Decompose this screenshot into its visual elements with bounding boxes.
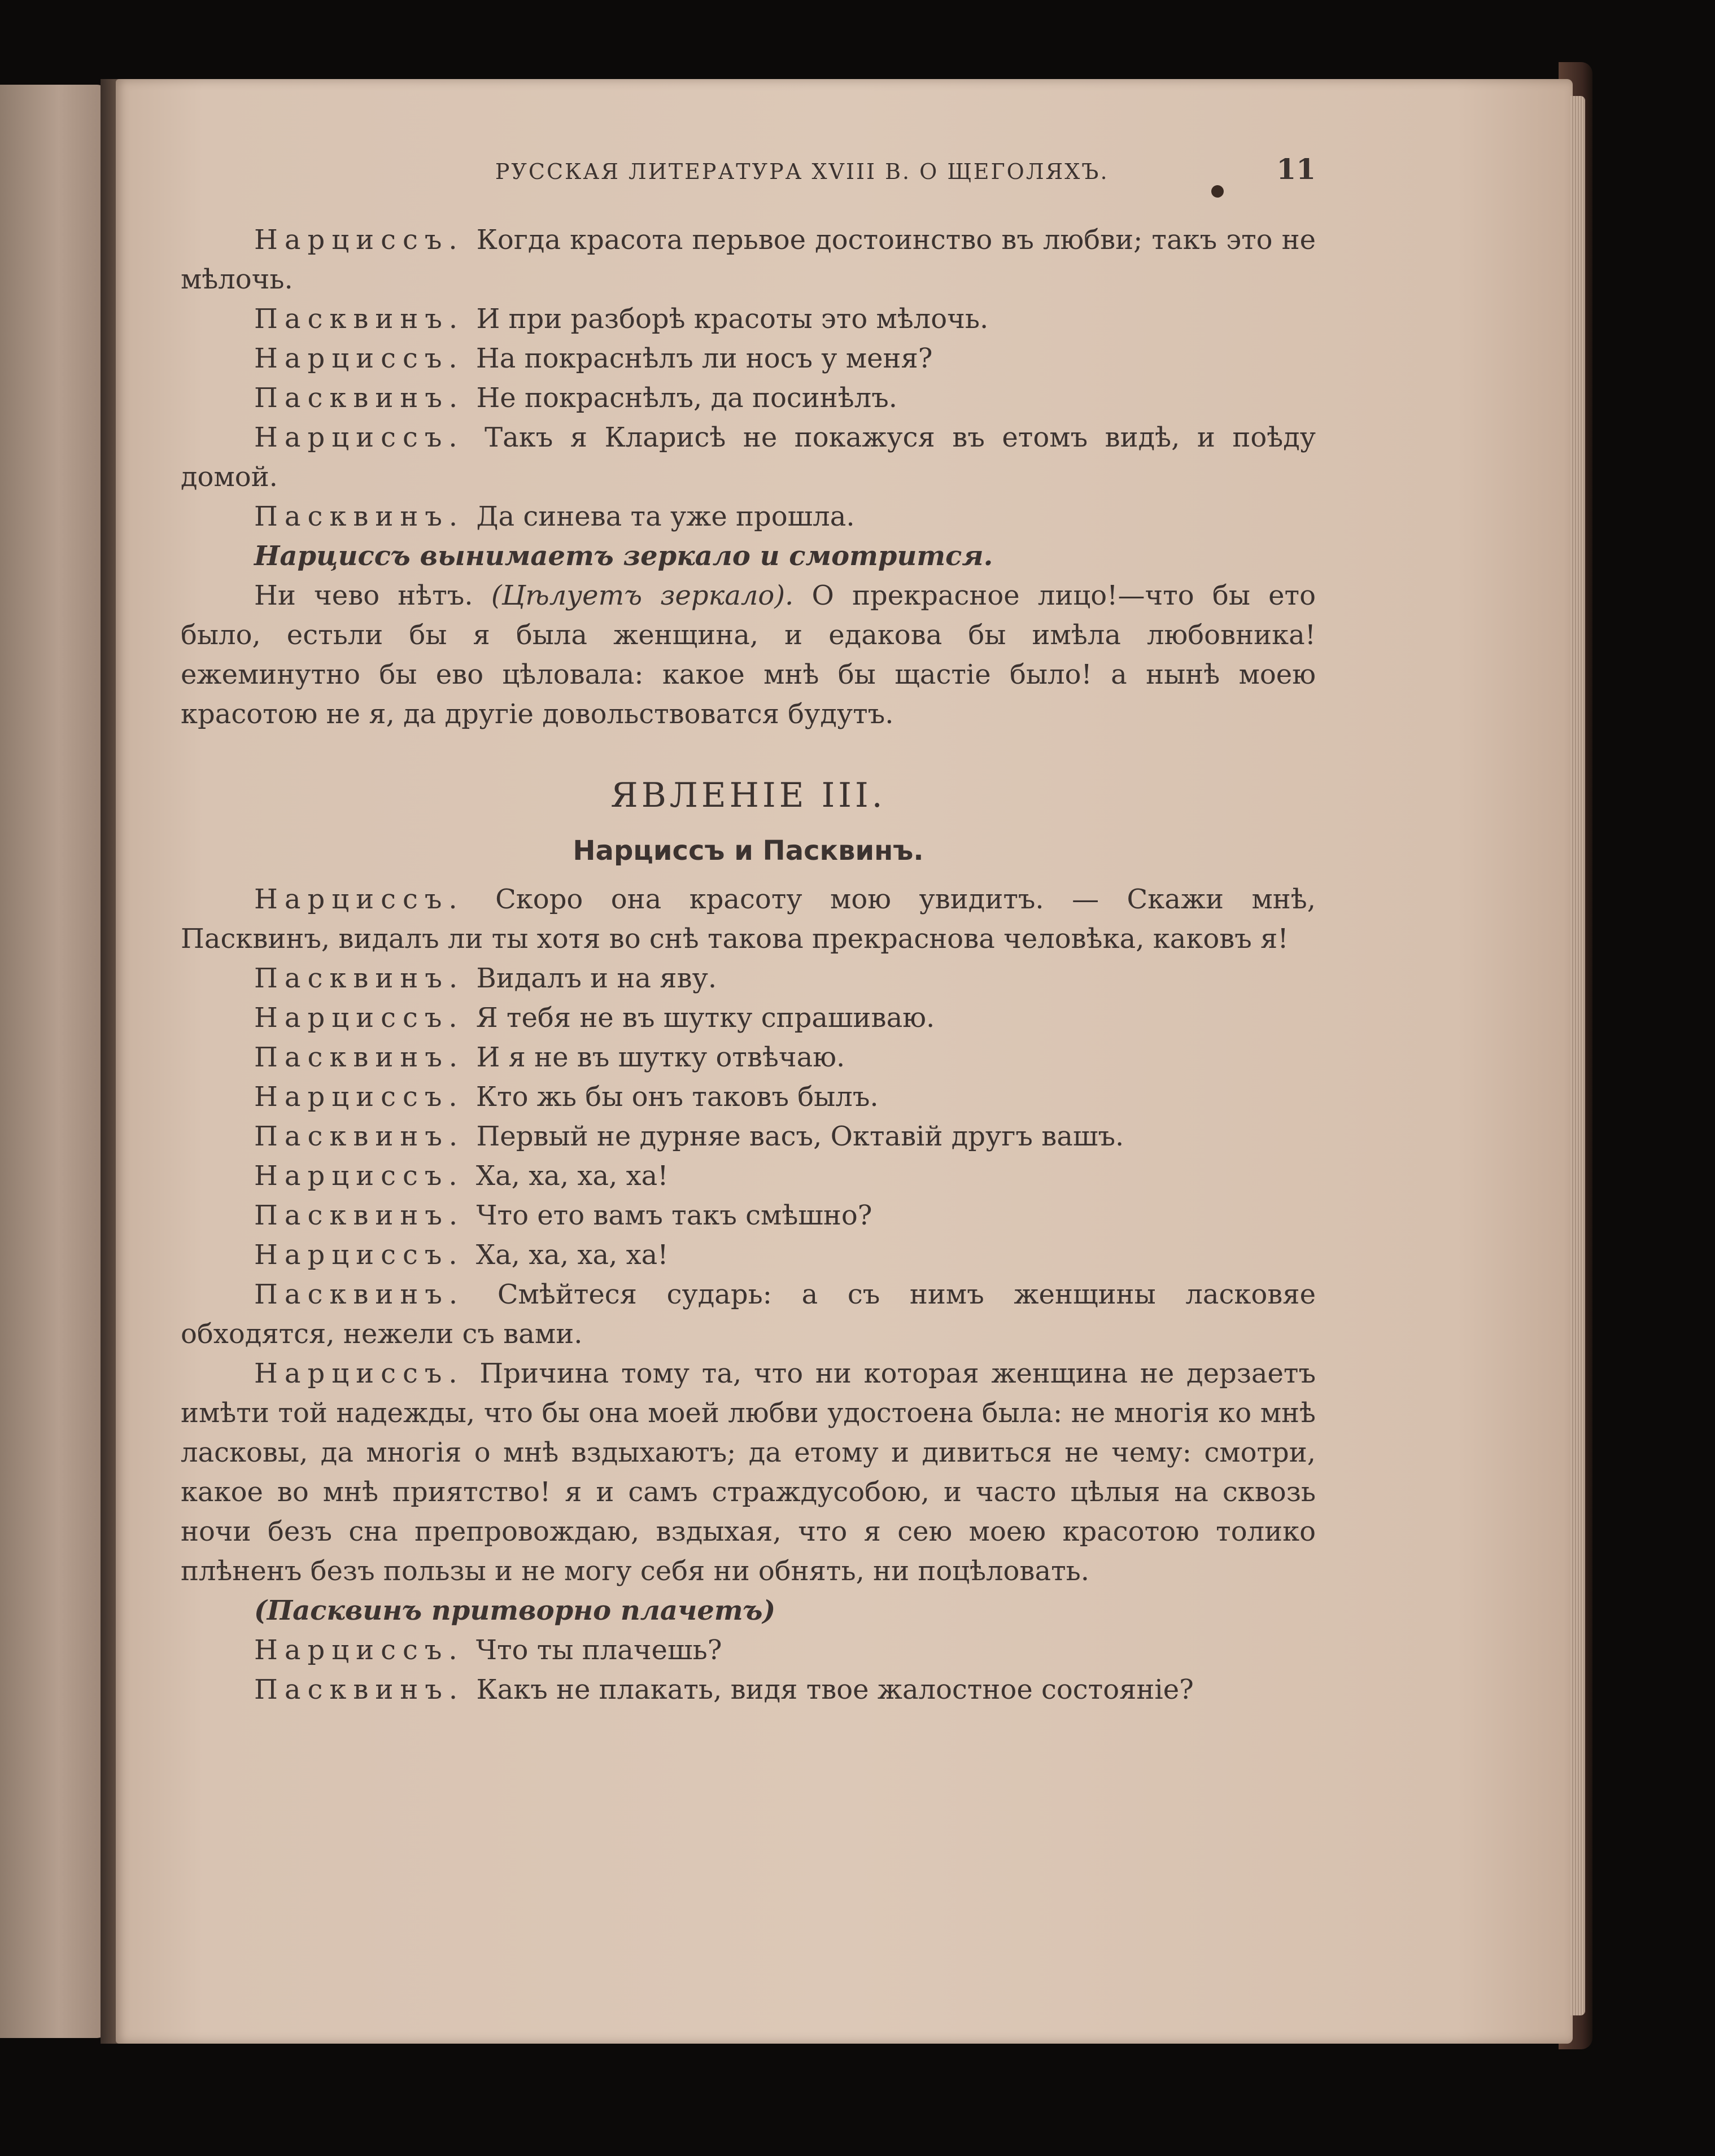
- dialogue-line: [181, 497, 1316, 536]
- speaker-name: Пасквинъ.: [254, 1042, 465, 1073]
- speaker-name: Нарциссъ.: [254, 1358, 464, 1389]
- scene-persons: Нарциссъ и Пасквинъ.: [573, 835, 924, 867]
- monologue-before: Ни чево нѣтъ.: [254, 580, 473, 611]
- speaker-name: Пасквинъ.: [254, 963, 465, 994]
- speaker-name: Нарциссъ.: [254, 1160, 464, 1192]
- line-text: Когда красота перьвое достоинство въ любви; такъ это не мѣлочь.: [181, 224, 1316, 295]
- dialogue-block-1: [181, 220, 1316, 734]
- dialogue-line: [181, 1275, 1316, 1354]
- speaker-name: Нарциссъ.: [254, 422, 464, 453]
- line-text: Видалъ и на яву.: [476, 963, 717, 994]
- speaker-name: Пасквинъ.: [254, 1121, 465, 1152]
- speaker-name: Пасквинъ.: [254, 303, 465, 335]
- speaker-name: Нарциссъ.: [254, 1239, 464, 1271]
- speaker-name: Пасквинъ.: [254, 1674, 465, 1705]
- dialogue-line: [181, 418, 1316, 497]
- dialogue-line: [181, 1354, 1316, 1591]
- running-header: [181, 152, 1316, 215]
- monologue-after: О прекрасное лицо!—что бы ето было, естьли бы я была женщина, и едакова бы имѣла любовника! ежеминутно бы ево цѣловала: какое мнѣ бы щастіе было! а нынѣ моею красотою не я, да другіе довольствоватся будутъ.: [181, 580, 1316, 730]
- speaker-name: Нарциссъ.: [254, 224, 464, 256]
- line-text: И я не въ шутку отвѣчаю.: [476, 1042, 845, 1073]
- line-text: Первый не дурняе васъ, Октавій другъ вашъ.: [476, 1121, 1124, 1152]
- dialogue-line: [181, 220, 1316, 299]
- dialogue-line: [181, 1038, 1316, 1077]
- line-text: Какъ не плакать, видя твое жалостное состояніе?: [476, 1674, 1194, 1705]
- dialogue-line: [181, 1077, 1316, 1117]
- page-text: [181, 152, 1316, 1709]
- speaker-name: Пасквинъ.: [254, 1279, 465, 1310]
- dialogue-line: [181, 1630, 1316, 1670]
- line-text: Что ето вамъ такъ смѣшно?: [476, 1200, 872, 1231]
- dialogue-line: [181, 880, 1316, 959]
- dialogue-line: [181, 1235, 1316, 1275]
- line-text: Я тебя не въ шутку спрашиваю.: [475, 1002, 935, 1034]
- dialogue-line: [181, 1670, 1316, 1709]
- line-text: Не покраснѣлъ, да посинѣлъ.: [476, 382, 897, 414]
- line-text: И при разборѣ красоты это мѣлочь.: [476, 303, 989, 335]
- dialogue-line: [181, 299, 1316, 339]
- line-text: На покраснѣлъ ли носъ у меня?: [475, 343, 933, 374]
- line-text: Скоро она красоту мою увидитъ. — Скажи мнѣ, Пасквинъ, видалъ ли ты хотя во снѣ такова прекраснова человѣка, каковъ я!: [181, 884, 1316, 955]
- speaker-name: Пасквинъ.: [254, 501, 465, 532]
- line-text: Такъ я Кларисѣ не покажуся въ етомъ видѣ, и поѣду домой.: [181, 422, 1316, 493]
- line-text: Ха, ха, ха, ха!: [475, 1160, 669, 1192]
- speaker-name: Нарциссъ.: [254, 884, 464, 915]
- page-number: 11: [1276, 152, 1316, 186]
- line-text: Причина тому та, что ни которая женщина не дерзаетъ имѣти той надежды, что бы она моей любви удостоена была: не многія ко мнѣ ласковы, да многія о мнѣ вздыхаютъ; да етому и дивиться не чему: смотри, какое во мнѣ приятство! я и самъ страждусобою, и часто цѣлыя на сквозь ночи безъ сна препровождаю, вздыхая, что я сею моею красотою толико плѣненъ безъ пользы и не могу себя ни обнять, ни поцѣловать.: [181, 1358, 1316, 1587]
- monologue: [181, 576, 1316, 734]
- speaker-name: Нарциссъ.: [254, 1081, 464, 1113]
- dialogue-line: [181, 1156, 1316, 1196]
- dialogue-line: [181, 378, 1316, 418]
- line-text: Да синева та уже прошла.: [476, 501, 855, 532]
- monologue-direction: (Цѣлуетъ зеркало).: [491, 580, 794, 611]
- line-text: Ха, ха, ха, ха!: [475, 1239, 669, 1271]
- dialogue-line: [181, 959, 1316, 998]
- speaker-name: Нарциссъ.: [254, 1002, 464, 1034]
- page-edges: [1570, 96, 1585, 2015]
- dialogue-block-2: [181, 880, 1316, 1709]
- speaker-name: Пасквинъ.: [254, 382, 465, 414]
- scene-title: ЯВЛЕНІЕ III.: [610, 776, 886, 815]
- dialogue-line: [181, 1196, 1316, 1235]
- stage-direction: Нарциссъ вынимаетъ зеркало и смотрится.: [254, 540, 993, 572]
- speaker-name: Нарциссъ.: [254, 343, 464, 374]
- stage-direction: (Пасквинъ притворно плачетъ): [254, 1595, 776, 1626]
- dialogue-line: [181, 339, 1316, 378]
- line-text: Что ты плачешь?: [475, 1634, 722, 1666]
- dialogue-line: [181, 1117, 1316, 1156]
- line-text: Кто жь бы онъ таковъ былъ.: [475, 1081, 879, 1113]
- line-text: Смѣйтеся сударь: а съ нимъ женщины ласковяе обходятся, нежели съ вами.: [181, 1279, 1316, 1350]
- dialogue-line: [181, 998, 1316, 1038]
- speaker-name: Пасквинъ.: [254, 1200, 465, 1231]
- left-page-edge: [0, 85, 107, 2038]
- running-title: РУССКАЯ ЛИТЕРАТУРА XVIII В. О ЩЕГОЛЯХЪ.: [495, 159, 1109, 184]
- speaker-name: Нарциссъ.: [254, 1634, 464, 1666]
